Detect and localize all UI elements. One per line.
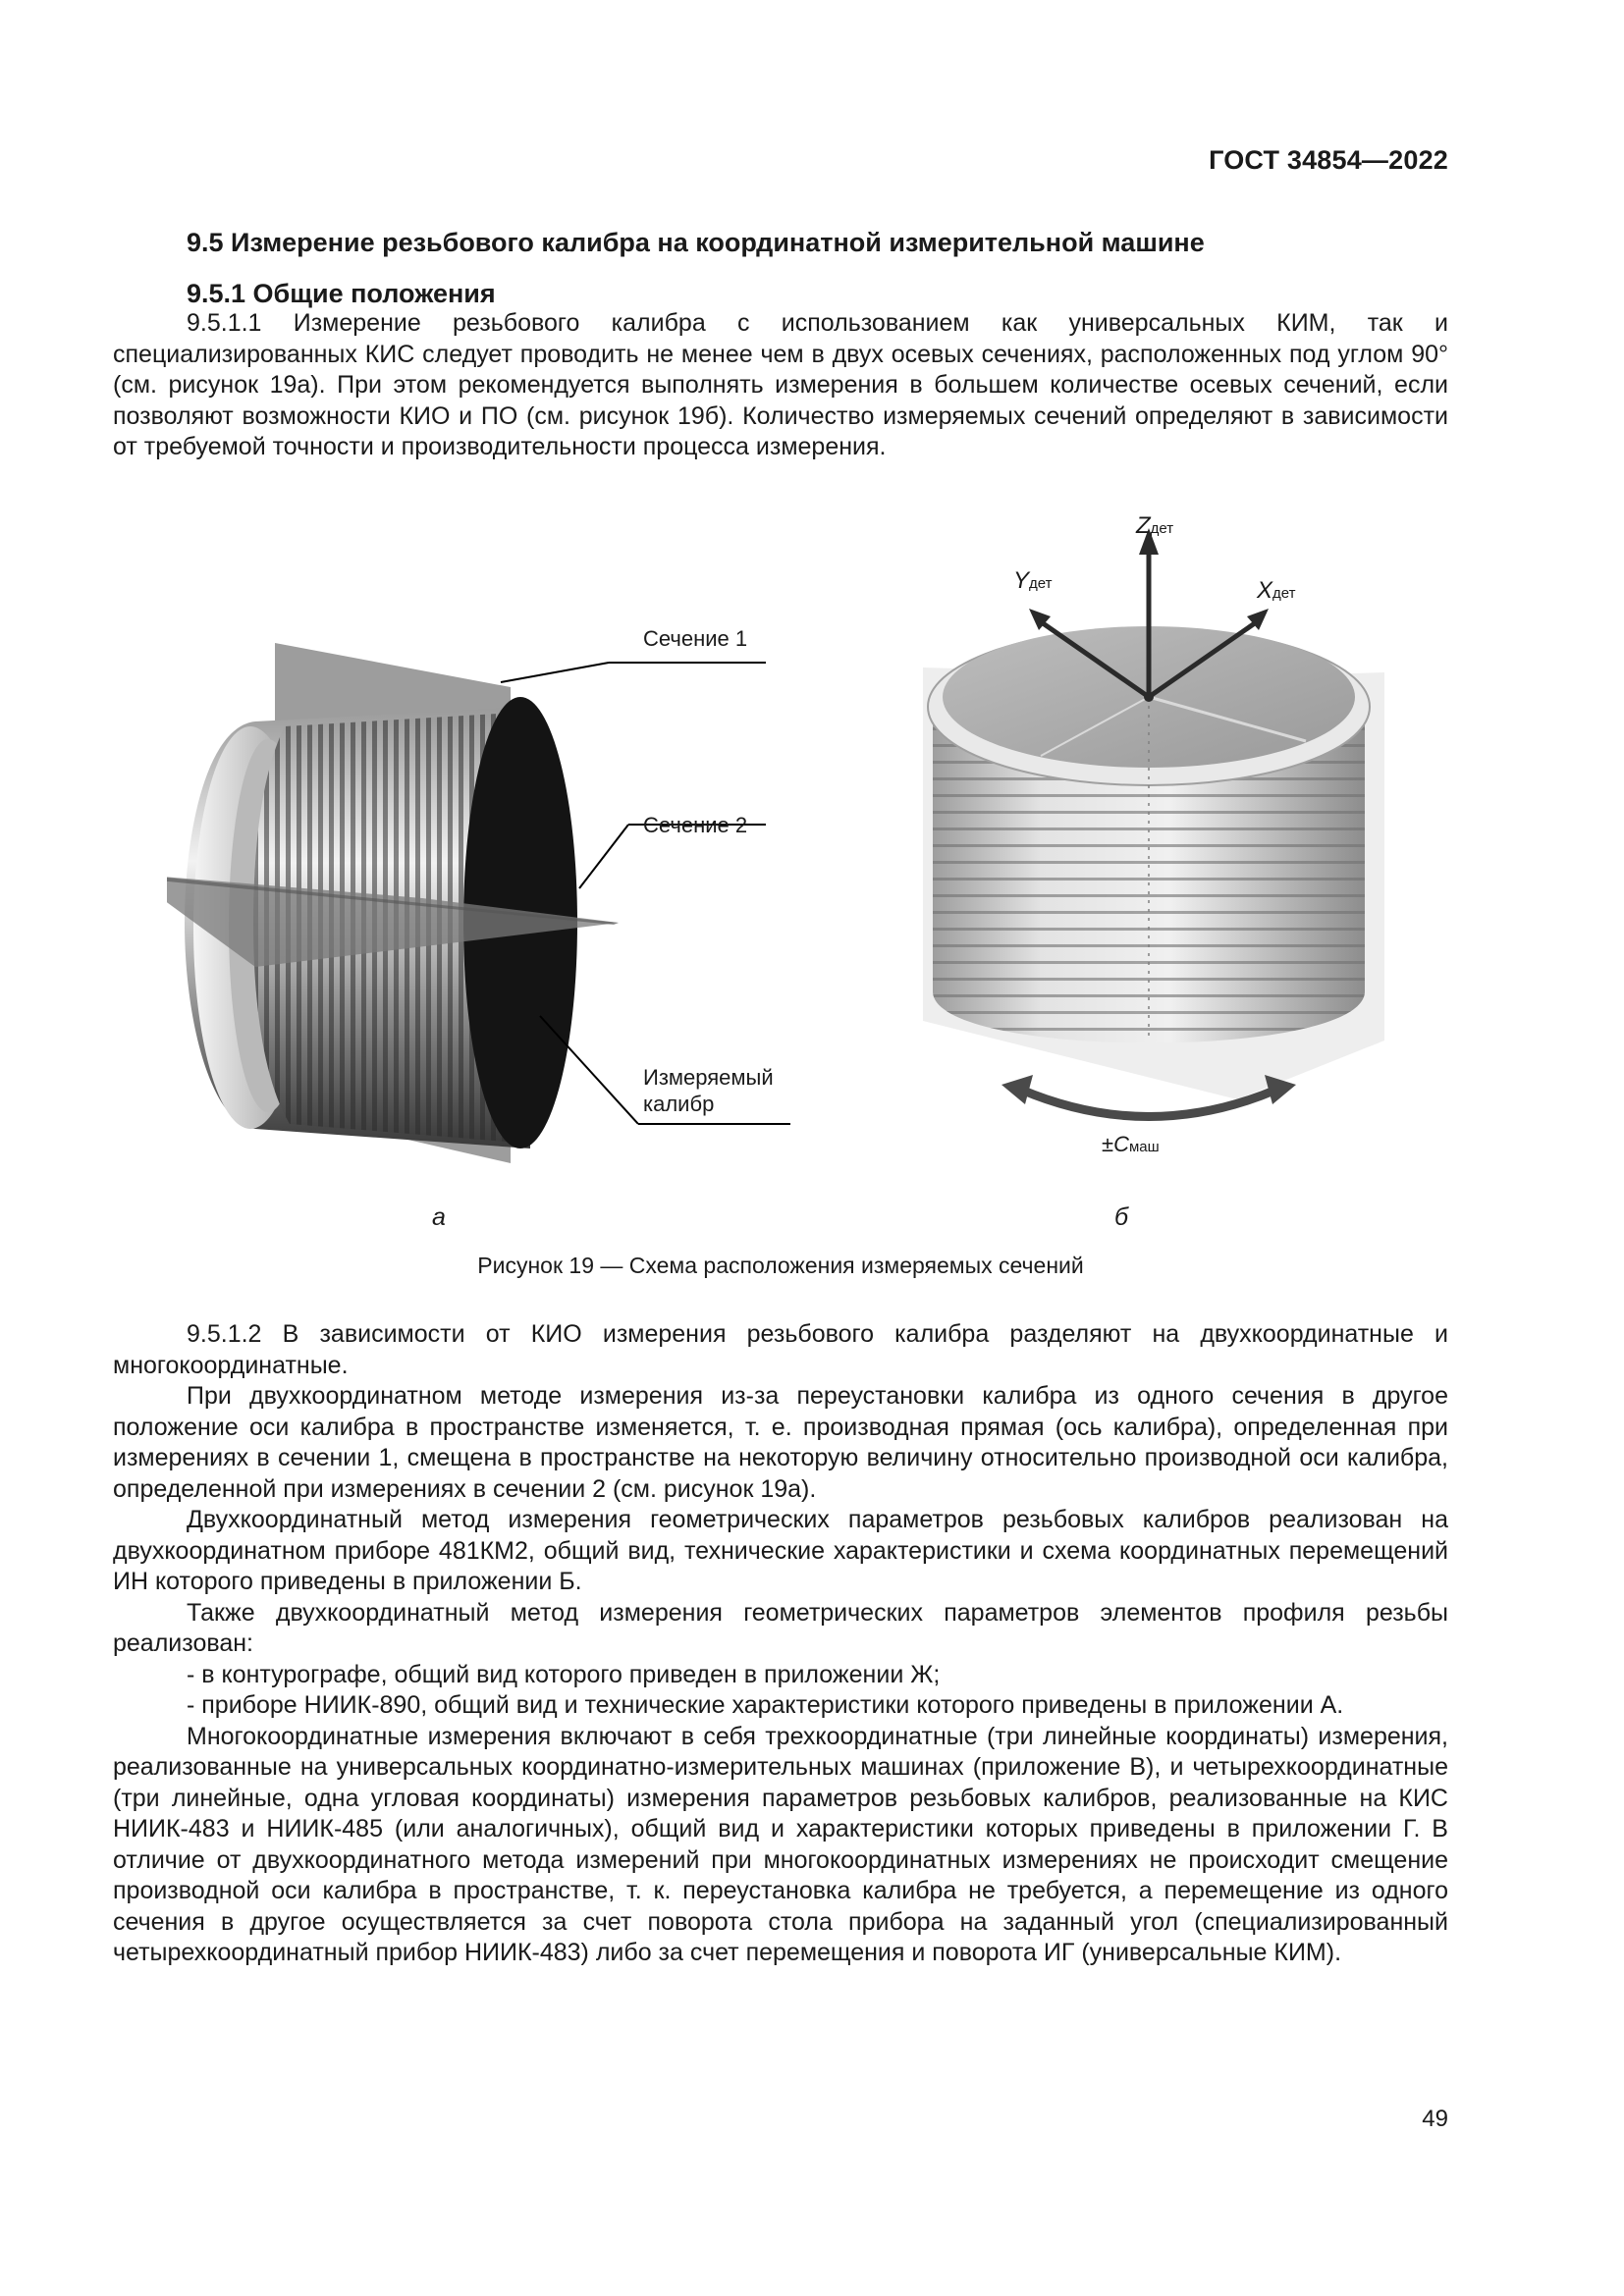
leader-section-2: [579, 825, 628, 888]
label-gauge-line2: калибр: [643, 1092, 715, 1116]
page-number: 49: [1422, 2106, 1448, 2132]
axis-x-label: Xдет: [1257, 577, 1296, 604]
paragraph: При двухкоординатном методе измерения из-за переустановки калибра из одного сечения в другое положение оси калибра в пространстве изменяется, т. е. производная прямая (ось калибра), определенная при измерениях в сечении 1, смещена в пространстве на некоторую величину относительно производной оси калибра, определенной при измерениях в сечении 2 (см. рисунок 19а).: [113, 1382, 1448, 1503]
paragraph: Многокоординатные измерения включают в себя трехкоординатные (три линейные координаты) измерения, реализованные на универсальных координатно-измерительных машинах (приложение В), и четырехкоординатные (три линейные, одна угловая координаты) измерения параметров резьбовых калибров, реализованные на КИС НИИК-483 и НИИК-485 (или аналогичных), общий вид и характеристики которых приведены в приложении Г. В отличие от двухкоординатного метода измерений при многокоординатных измерениях не происходит смещение производной оси калибра в пространстве, т. к. переустановка калибра не требуется, а перемещение из одного сечения в другое осуществляется за счет поворота стола прибора на заданный угол (специализированный четырехкоординатный прибор НИИК-483) либо за счет перемещения и поворота ИГ (универсальные КИМ).: [113, 1722, 1448, 1966]
axis-z-label: Zдет: [1136, 512, 1174, 539]
figure-a-gauge-sections: [167, 628, 815, 1178]
subfigure-label-b: б: [1114, 1203, 1129, 1231]
paragraph: 9.5.1.2 В зависимости от КИО измерения резьбового калибра разделяют на двухкоординатные и многокоординатные.: [113, 1320, 1448, 1379]
body-text: [113, 1319, 1448, 1969]
figure-b-cylinder-axes: [903, 510, 1414, 1198]
paragraph-text: 9.5.1.1 Измерение резьбового калибра с использованием как универсальных КИМ, так и специализированных КИС следует проводить не менее чем в двух осевых сечениях, расположенных под углом 90° (см. рисунок 19а). При этом рекомендуется выполнять измерения в большем количестве осевых сечений, если позволяют возможности КИО и ПО (см. рисунок 19б). Количество измеряемых сечений определяют в зависимости от требуемой точности и производительности процесса измерения.: [113, 309, 1448, 460]
list-item: - в контурографе, общий вид которого приведен в приложении Ж;: [187, 1660, 941, 1688]
list-item: - приборе НИИК-890, общий вид и технические характеристики которого приведены в приложении А.: [187, 1691, 1344, 1719]
subsection-heading: 9.5.1 Общие положения: [187, 279, 496, 308]
label-gauge-line1: Измеряемый: [643, 1065, 774, 1090]
subfigure-label-a: а: [432, 1203, 446, 1231]
section-heading: 9.5 Измерение резьбового калибра на координатной измерительной машине: [187, 228, 1205, 257]
document-code: ГОСТ 34854—2022: [1209, 145, 1448, 175]
label-section-1: Сечение 1: [643, 626, 748, 651]
paragraph: Двухкоординатный метод измерения геометрических параметров резьбовых калибров реализован на двухкоординатном приборе 481КМ2, общий вид, технические характеристики и схема координатных перемещений ИН которого приведены в приложении Б.: [113, 1506, 1448, 1595]
figure-caption: Рисунок 19 — Схема расположения измеряемых сечений: [477, 1253, 1084, 1278]
leader-section-1: [501, 663, 609, 682]
label-section-2: Сечение 2: [643, 813, 748, 837]
paragraph: Также двухкоординатный метод измерения геометрических параметров элементов профиля резьбы реализован:: [113, 1598, 1448, 1657]
rotation-label: ±Cмаш: [1102, 1132, 1160, 1156]
axis-y-label: Yдет: [1013, 567, 1053, 594]
paragraph-9-5-1-1: [113, 308, 1448, 463]
